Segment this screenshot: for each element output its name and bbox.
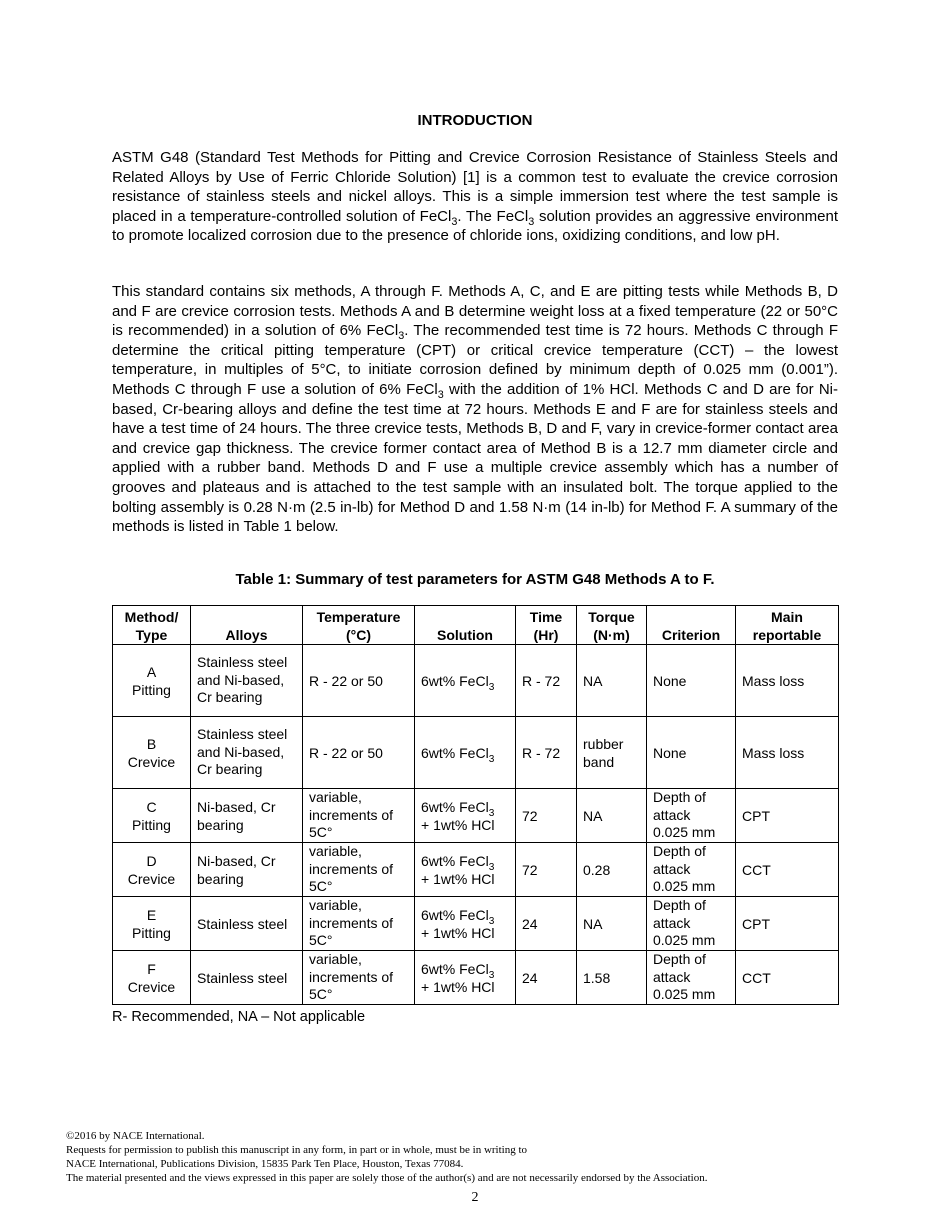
cell-torque: NA [577,645,647,717]
cell-torque: 0.28 [577,843,647,897]
cell-main-reportable: CPT [736,789,839,843]
cell-temperature: R - 22 or 50 [303,645,415,717]
cell-solution: 6wt% FeCl$_3$ + 1wt% HCl [415,843,516,897]
p2-text-1: This standard contains six methods, A through F. Methods A, C, and E are pitting tests while Methods B, D and F are crevice corrosion tests. Methods A and B determine weight loss at a fixed temperature (22 or 50°C is recommended) in a solution of 6% FeCl [112,283,838,340]
cell-method: E Pitting [113,897,191,951]
cell-time: 72 [516,789,577,843]
cell-temperature: R - 22 or 50 [303,717,415,789]
cell-criterion: None [647,717,736,789]
cell-main-reportable: CPT [736,897,839,951]
cell-main-reportable: CCT [736,951,839,1005]
p2-sub-1: 3 [398,330,405,343]
cell-method: C Pitting [113,789,191,843]
footer-line: NACE International, Publications Division, 15835 Park Ten Place, Houston, Texas 77084. [66,1158,464,1170]
cell-main-reportable: CCT [736,843,839,897]
page-number: 2 [471,1190,479,1205]
footer-line: Requests for permission to publish this manuscript in any form, in part or in whole, must be in writing to [66,1144,528,1156]
cell-alloys: Ni-based, Cr bearing [191,789,303,843]
cell-method: B Crevice [113,717,191,789]
footer-line: The material presented and the views expressed in this paper are solely those of the author(s) and are not necessarily endorsed by the Association. [66,1172,708,1184]
cell-temperature: variable, increments of 5C° [303,843,415,897]
cell-temperature: variable, increments of 5C° [303,789,415,843]
table-row [113,951,839,1005]
header-time: Time (Hr) [516,606,577,645]
table-caption: Table 1: Summary of test parameters for ASTM G48 Methods A to F. [235,571,715,588]
cell-solution: 6wt% FeCl$_3$ + 1wt% HCl [415,789,516,843]
cell-solution: 6wt% FeCl$_3$ [415,645,516,717]
cell-method: D Crevice [113,843,191,897]
intro-paragraph-2 [112,282,838,537]
p1-sub-2: 3 [528,215,535,228]
p1-text-1: ASTM G48 (Standard Test Methods for Pitting and Crevice Corrosion Resistance of Stainless Steels and Related Alloys by Use of Ferric Chloride Solution) [1] is a common test to evaluate the crevice corrosion resistance of stainless steels and nickel alloys. This is a simple immersion test where the test sample is placed in a temperature-controlled solution of FeCl [112,149,838,225]
p2-sub-2: 3 [437,388,444,401]
header-main-reportable: Main reportable [736,606,839,645]
cell-criterion: Depth of attack 0.025 mm [647,843,736,897]
header-torque: Torque (N·m) [577,606,647,645]
cell-torque: NA [577,789,647,843]
header-alloys: Alloys [191,606,303,645]
cell-alloys: Stainless steel and Ni-based, Cr bearing [191,645,303,717]
cell-alloys: Stainless steel [191,897,303,951]
cell-time: R - 72 [516,645,577,717]
table-row [113,789,839,843]
table-row [113,717,839,789]
p1-text-3: solution provides an aggressive environment to promote localized corrosion due to the presence of chloride ions, oxidizing conditions, and low pH. [112,207,839,245]
cell-alloys: Stainless steel and Ni-based, Cr bearing [191,717,303,789]
header-criterion: Criterion [647,606,736,645]
cell-time: 72 [516,843,577,897]
cell-criterion: Depth of attack 0.025 mm [647,951,736,1005]
cell-main-reportable: Mass loss [736,645,839,717]
header-temperature: Temperature (°C) [303,606,415,645]
cell-solution: 6wt% FeCl$_3$ [415,717,516,789]
cell-torque: NA [577,897,647,951]
cell-temperature: variable, increments of 5C° [303,897,415,951]
p2-text-3: with the addition of 1% HCl. Methods C and D are for Ni-based, Cr-bearing alloys and define the test time at 72 hours. Methods E and F are for stainless steels and have a test time of 24 hours. The three crevice tests, Methods B, D and F, vary in crevice-former contact area and crevice gap thickness. The crevice former contact area of Method B is a 12.7 mm diameter circle and applied with a rubber band. Methods D and F use a multiple crevice assembly which has a number of grooves and plateaus and is attached to the test sample with an insulated bolt. The torque applied to the bolting assembly is 0.28 N·m (2.5 in-lb) for Method D and 1.58 N·m (14 in-lb) for Method F. A summary of the methods is listed in Table 1 below. [112,380,839,536]
p1-text-2: . The FeCl [457,207,529,225]
p2-text-2: . The recommended test time is 72 hours. Methods C through F determine the critical pitting temperature (CPT) or critical crevice temperature (CCT) – the lowest temperature, in multiples of 5°C, to initiate corrosion defined by minimum depth of 0.025 mm (0.001”). Methods C through F use a solution of 6% FeCl [112,322,838,398]
cell-main-reportable: Mass loss [736,717,839,789]
table-header-row [113,606,839,645]
table-row [113,897,839,951]
cell-method: F Crevice [113,951,191,1005]
cell-torque: 1.58 [577,951,647,1005]
cell-criterion: Depth of attack 0.025 mm [647,897,736,951]
section-heading: INTRODUCTION [417,112,533,129]
header-solution: Solution [415,606,516,645]
copyright-footer [66,1129,707,1185]
cell-method: A Pitting [113,645,191,717]
header-method: Method/ Type [113,606,191,645]
table-row [113,843,839,897]
cell-time: 24 [516,897,577,951]
cell-temperature: variable, increments of 5C° [303,951,415,1005]
cell-solution: 6wt% FeCl$_3$ + 1wt% HCl [415,951,516,1005]
cell-criterion: Depth of attack 0.025 mm [647,789,736,843]
cell-solution: 6wt% FeCl$_3$ + 1wt% HCl [415,897,516,951]
p1-sub-1: 3 [451,215,458,228]
table-footnote: R- Recommended, NA – Not applicable [112,1009,366,1025]
cell-time: R - 72 [516,717,577,789]
cell-time: 24 [516,951,577,1005]
table-row [113,645,839,717]
test-parameters-table [112,605,839,1005]
cell-alloys: Ni-based, Cr bearing [191,843,303,897]
cell-alloys: Stainless steel [191,951,303,1005]
intro-paragraph-1 [112,148,838,246]
cell-torque: rubber band [577,717,647,789]
cell-criterion: None [647,645,736,717]
footer-line: ©2016 by NACE International. [66,1130,205,1142]
